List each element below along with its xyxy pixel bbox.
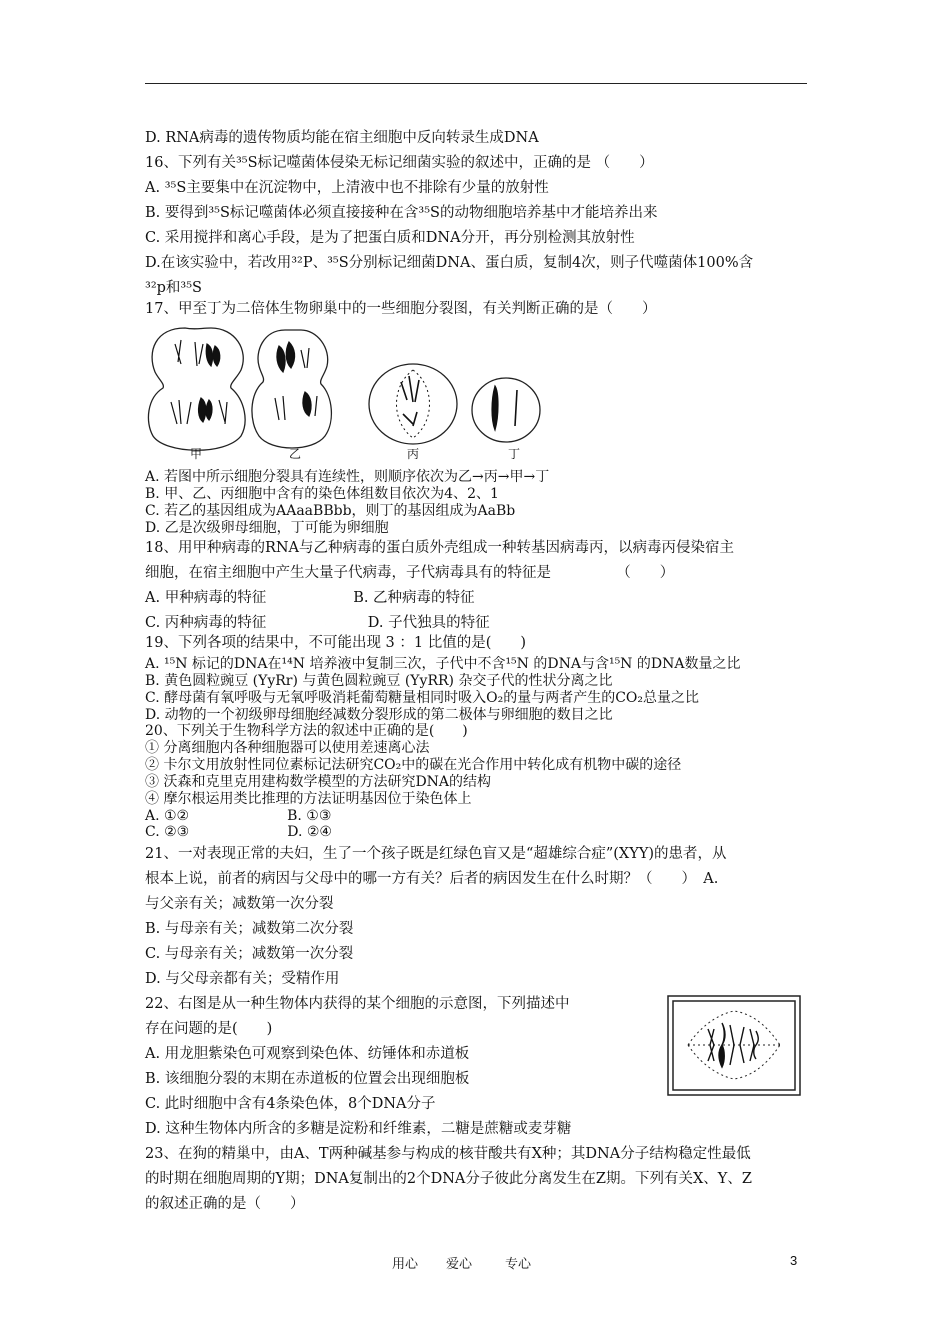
option-b-q16: B. 要得到³⁵S标记噬菌体必须直接接种在含³⁵S的动物细胞培养基中才能培养出来 bbox=[145, 205, 658, 221]
option-a-q22: A. 用龙胆紫染色可观察到染色体、纺锤体和赤道板 bbox=[145, 1046, 470, 1062]
footer-motto-1: 用心 bbox=[392, 1257, 419, 1272]
option-b-q19: B. 黄色圆粒豌豆 (YyRr) 与黄色圆粒豌豆 (YyRR) 杂交子代的性状分离之比 bbox=[145, 673, 613, 689]
question-22-cont: 存在问题的是( ) bbox=[145, 1021, 273, 1037]
question-17: 17、甲至丁为二倍体生物卵巢中的一些细胞分裂图，有关判断正确的是（ ） bbox=[145, 301, 657, 317]
question-23-cont: 的时期在细胞周期的Y期；DNA复制出的2个DNA分子彼此分离发生在Z期。下列有关X、Y、Z bbox=[145, 1171, 752, 1187]
label-ding: 丁 bbox=[508, 447, 521, 461]
label-yi: 乙 bbox=[289, 447, 302, 461]
statement-3-q20: ③ 沃森和克里克用建构数学模型的方法研究DNA的结构 bbox=[145, 774, 492, 790]
options-ab-q20: A. ①② B. ①③ bbox=[145, 808, 332, 824]
statement-2-q20: ② 卡尔文用放射性同位素标记法研究CO₂中的碳在光合作用中转化成有机物中碳的途径 bbox=[145, 757, 682, 773]
question-20: 20、下列关于生物科学方法的叙述中正确的是( ) bbox=[145, 723, 468, 739]
question-23-cont2: 的叙述正确的是（ ） bbox=[145, 1196, 305, 1212]
cell-ding bbox=[472, 378, 540, 442]
question-18-cont: 细胞，在宿主细胞中产生大量子代病毒，子代病毒具有的特征是 （ ） bbox=[145, 565, 675, 581]
header-rule bbox=[145, 83, 807, 84]
option-c-q19: C. 酵母菌有氧呼吸与无氧呼吸消耗葡萄糖量相同时吸入O₂的量与两者产生的CO₂总量之比 bbox=[145, 690, 700, 706]
option-d-q15: D. RNA病毒的遗传物质均能在宿主细胞中反向转录生成DNA bbox=[145, 130, 539, 146]
option-b-q17: B. 甲、乙、丙细胞中含有的染色体组数目依次为4、2、1 bbox=[145, 486, 499, 502]
footer-motto-2: 爱心 bbox=[446, 1257, 473, 1272]
option-c-q21: C. 与母亲有关；减数第一次分裂 bbox=[145, 946, 354, 962]
option-a-q21: 与父亲有关；减数第一次分裂 bbox=[145, 896, 334, 912]
option-c-q16: C. 采用搅拌和离心手段，是为了把蛋白质和DNA分开，再分别检测其放射性 bbox=[145, 230, 635, 246]
option-b-q22: B. 该细胞分裂的末期在赤道板的位置会出现细胞板 bbox=[145, 1071, 470, 1087]
option-d-q22: D. 这种生物体内所含的多糖是淀粉和纤维素，二糖是蔗糖或麦芽糖 bbox=[145, 1121, 572, 1137]
option-a-q17: A. 若图中所示细胞分裂具有连续性，则顺序依次为乙→丙→甲→丁 bbox=[145, 469, 550, 485]
options-cd-q20: C. ②③ D. ②④ bbox=[145, 824, 332, 840]
plant-cell-figure bbox=[664, 993, 804, 1098]
label-bing: 丙 bbox=[407, 447, 420, 461]
options-cd-q18: C. 丙种病毒的特征 D. 子代独具的特征 bbox=[145, 615, 490, 631]
page-number: 3 bbox=[790, 1253, 798, 1268]
question-22: 22、右图是从一种生物体内获得的某个细胞的示意图，下列描述中 bbox=[145, 996, 570, 1012]
cell-bing bbox=[369, 364, 457, 444]
option-a-q19: A. ¹⁵N 标记的DNA在¹⁴N 培养液中复制三次，子代中不含¹⁵N 的DNA与含¹⁵N 的DNA数量之比 bbox=[145, 656, 741, 672]
question-19: 19、下列各项的结果中，不可能出现 3 ：1 比值的是( ) bbox=[145, 635, 527, 651]
cell-division-figure bbox=[145, 322, 545, 462]
cell-jia bbox=[148, 328, 245, 450]
question-16: 16、下列有关³⁵S标记噬菌体侵染无标记细菌实验的叙述中，正确的是 （ ） bbox=[145, 155, 654, 171]
option-d-q17: D. 乙是次级卵母细胞，丁可能为卵细胞 bbox=[145, 520, 389, 536]
statement-1-q20: ① 分离细胞内各种细胞器可以使用差速离心法 bbox=[145, 740, 430, 756]
question-18: 18、用甲种病毒的RNA与乙种病毒的蛋白质外壳组成一种转基因病毒丙，以病毒丙侵染宿主 bbox=[145, 540, 735, 556]
options-ab-q18: A. 甲种病毒的特征 B. 乙种病毒的特征 bbox=[145, 590, 475, 606]
label-jia: 甲 bbox=[190, 447, 203, 461]
option-c-q17: C. 若乙的基因组成为AAaaBBbb，则丁的基因组成为AaBb bbox=[145, 503, 516, 519]
statement-4-q20: ④ 摩尔根运用类比推理的方法证明基因位于染色体上 bbox=[145, 791, 472, 807]
option-b-q21: B. 与母亲有关；减数第二次分裂 bbox=[145, 921, 354, 937]
option-d-q16-cont: ³²p和³⁵S bbox=[145, 280, 202, 296]
option-d-q19: D. 动物的一个初级卵母细胞经减数分裂形成的第二极体与卵细胞的数目之比 bbox=[145, 707, 613, 723]
option-c-q22: C. 此时细胞中含有4条染色体，8个DNA分子 bbox=[145, 1096, 436, 1112]
question-21-cont: 根本上说，前者的病因与父母中的哪一方有关？后者的病因发生在什么时期？（ ） A. bbox=[145, 871, 719, 887]
question-21: 21、一对表现正常的夫妇，生了一个孩子既是红绿色盲又是“超雄综合症”(XYY)的患者，从 bbox=[145, 846, 727, 862]
footer-motto-3: 专心 bbox=[505, 1257, 532, 1272]
question-23: 23、在狗的精巢中，由A、T两种碱基参与构成的核苷酸共有X种；其DNA分子结构稳定性最低 bbox=[145, 1146, 751, 1162]
option-d-q16: D.在该实验中，若改用³²P、³⁵S分别标记细菌DNA、蛋白质，复制4次，则子代噬菌体100%含 bbox=[145, 255, 754, 271]
option-a-q16: A. ³⁵S主要集中在沉淀物中，上清液中也不排除有少量的放射性 bbox=[145, 180, 549, 196]
option-d-q21: D. 与父母亲都有关；受精作用 bbox=[145, 971, 340, 987]
